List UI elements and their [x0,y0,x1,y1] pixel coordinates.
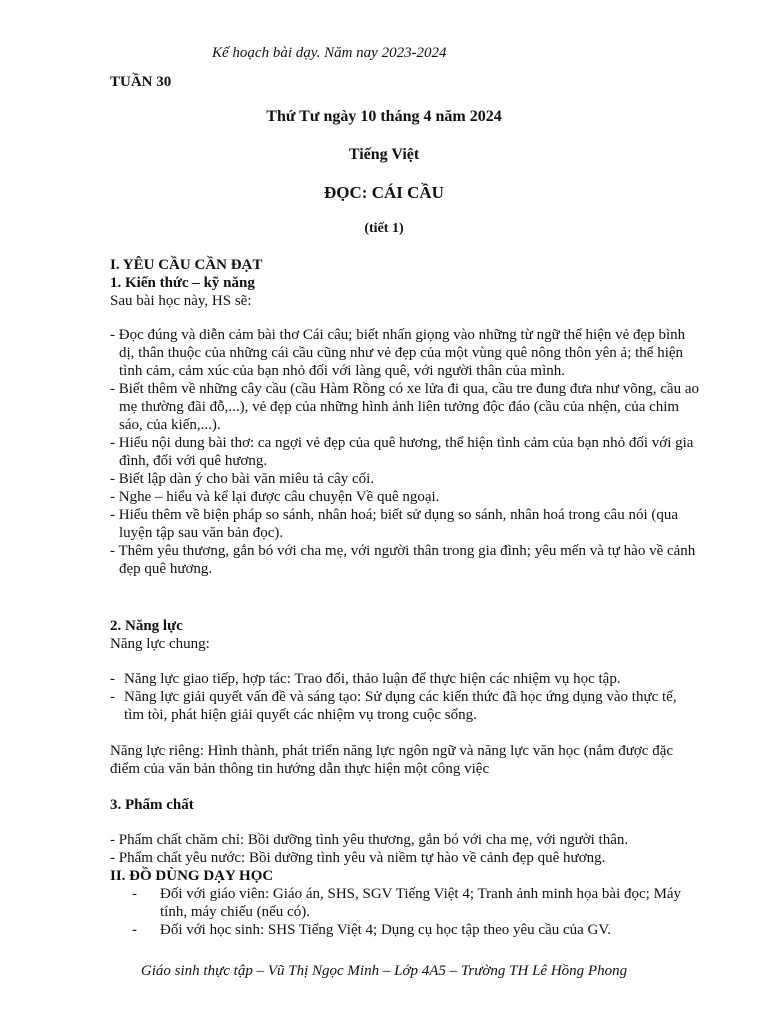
knowledge-skill-list [110,326,700,578]
list-item: - Đối với giáo viên: Giáo án, SHS, SGV Tiếng Việt 4; Tranh ảnh minh họa bài đọc; Máy tính, máy chiếu (nếu có). [132,886,682,920]
lesson-title: ĐỌC: CÁI CẦU [324,183,444,202]
list-item: - Hiểu thêm về biện pháp so sánh, nhân hoá; biết sử dụng so sánh, nhân hoá trong câu nói (qua luyện tập sau văn bản đọc). [110,507,679,541]
lesson-date: Thứ Tư ngày 10 tháng 4 năm 2024 [266,108,502,125]
page-header: Kế hoạch bài dạy. Năm nay 2023-2024 [212,45,447,61]
sub1-intro: Sau bài học này, HS sẽ: [110,293,252,309]
list-item: - Biết thêm về những cây cầu (cầu Hàm Rồng có xe lửa đi qua, cầu tre đung đưa như võng, cầu ao mẹ thường đãi đỗ,...), vẻ đẹp của những hình ảnh liên tưởng độc đáo (cầu của nhện, của chim sáo, của kiến,...). [110,381,699,433]
list-item: - Năng lực giải quyết vấn đề và sáng tạo: Sử dụng các kiến thức đã học ứng dụng vào thực tế, tìm tòi, phát hiện giải quyết các nhiệm vụ trong cuộc sống. [110,689,677,723]
subject-title: Tiếng Việt [348,146,420,163]
competency-section [110,617,700,653]
specific-competency: Năng lực riêng: Hình thành, phát triển năng lực ngôn ngữ và năng lực văn học (nắm được đặc điểm của văn bản thông tin hướng dẫn thực hiện một công việc [110,743,674,777]
list-item: - Đọc đúng và diễn cảm bài thơ Cái câu; biết nhấn giọng vào những từ ngữ thể hiện vẻ đẹp bình dị, thân thuộc của những cái cầu cũng như vẻ đẹp của một vùng quê nông thôn yên ả; thể hiện tình cảm, cảm xúc của bạn nhỏ đối với làng quê, với người thân của mình. [110,327,686,379]
lesson-period: (tiết 1) [364,221,404,236]
list-item: - Biết lập dàn ý cho bài văn miêu tả cây cối. [110,471,375,487]
week-label: TUẦN 30 [110,74,172,90]
list-item: - Phẩm chất yêu nước: Bồi dưỡng tình yêu và niềm tự hào về cảnh đẹp quê hương. [110,850,606,866]
general-competency-list [110,670,700,724]
sub1-heading: 1. Kiến thức – kỹ năng [110,275,255,291]
list-item: - Nghe – hiểu và kể lại được câu chuyện Về quê ngoại. [110,489,440,505]
list-item: - Phẩm chất chăm chỉ: Bồi dưỡng tình yêu thương, gắn bó với cha mẹ, với người thân. [110,832,629,848]
sub3-heading: 3. Phẩm chất [110,797,194,813]
sub2-heading: 2. Năng lực [110,618,183,634]
page-footer: Giáo sinh thực tập – Vũ Thị Ngọc Minh – Lớp 4A5 – Trường TH Lê Hồng Phong [140,963,628,979]
quality-list [110,831,700,885]
section1-heading: I. YÊU CẦU CẦN ĐẠT [110,257,263,273]
list-item: - Thêm yêu thương, gắn bó với cha mẹ, với người thân trong gia đình; yêu mến và tự hào về cảnh đẹp quê hương. [110,543,696,577]
list-item: - Hiểu nội dung bài thơ: ca ngợi vẻ đẹp của quê hương, thể hiện tình cảm của bạn nhỏ đối với gia đình, đối với quê hương. [110,435,694,469]
materials-list [110,885,700,939]
section2-heading: II. ĐỒ DÙNG DẠY HỌC [110,868,274,884]
list-item: - Đối với học sinh: SHS Tiếng Việt 4; Dụng cụ học tập theo yêu cầu của GV. [132,922,612,938]
section-requirements [110,256,700,310]
sub2-intro: Năng lực chung: [110,636,210,652]
quality-heading-block [110,796,700,814]
list-item: - Năng lực giao tiếp, hợp tác: Trao đổi, thảo luận để thực hiện các nhiệm vụ học tập. [110,671,621,687]
